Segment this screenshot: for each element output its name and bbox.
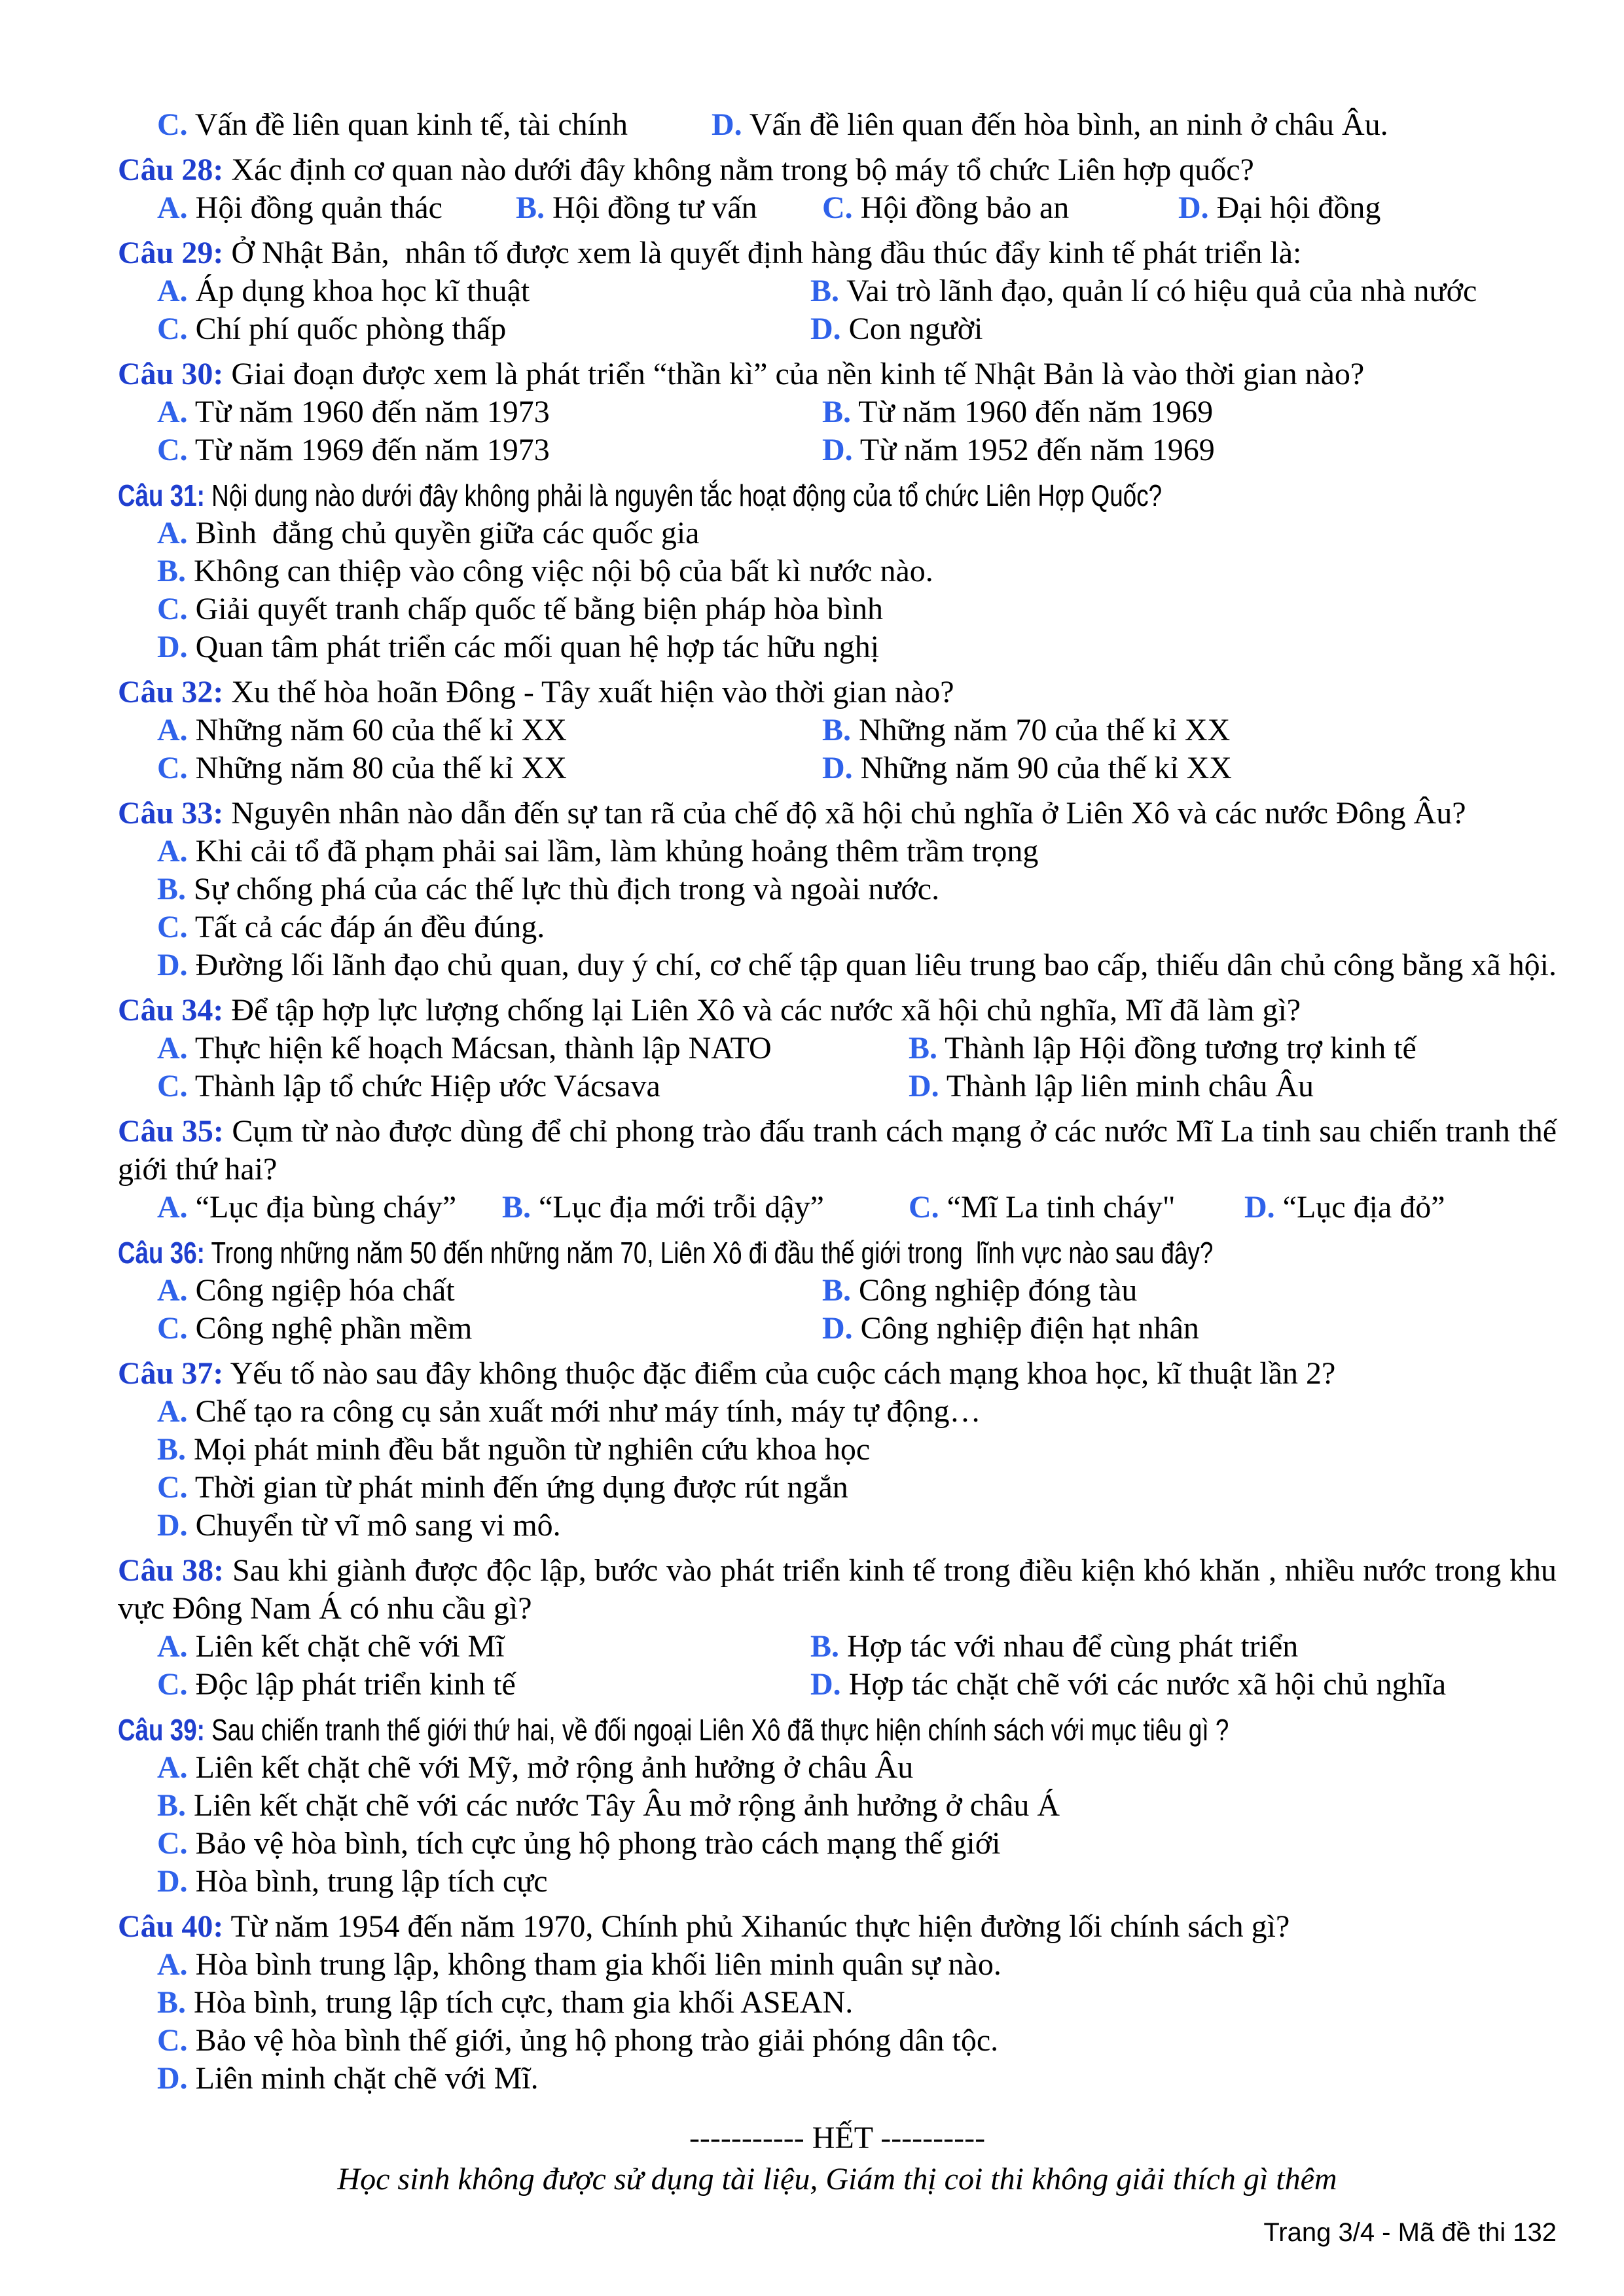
option-row — [118, 870, 1557, 908]
option-a — [157, 1189, 456, 1227]
option-letter: A. — [157, 1031, 188, 1066]
option-a — [157, 1030, 772, 1067]
question-line — [118, 1908, 1290, 1946]
option-text: Hòa bình, trung lập tích cực, tham gia khối ASEAN. — [194, 1985, 854, 2020]
question-line — [118, 795, 1466, 833]
option-b — [157, 1431, 870, 1469]
option-text: Những năm 70 của thế kỉ XX — [859, 713, 1231, 747]
option-letter: D. — [909, 1069, 939, 1103]
option-a — [157, 393, 550, 431]
option-letter: D. — [822, 1311, 853, 1346]
option-row — [118, 1946, 1557, 1984]
option-letter: D. — [822, 751, 853, 785]
option-letter: C. — [157, 910, 188, 944]
question-text: Yếu tố nào sau đây không thuộc đặc điểm của cuộc cách mạng khoa học, kĩ thuật lần 2? — [230, 1356, 1336, 1391]
option-d — [822, 749, 1232, 787]
question-stem — [118, 1113, 1557, 1189]
question-31 — [118, 476, 1557, 666]
option-text: Bình đẳng chủ quyền giữa các quốc gia — [195, 516, 700, 550]
option-text: Con người — [848, 312, 983, 346]
option-letter: A. — [157, 516, 188, 550]
option-row — [118, 590, 1557, 628]
option-c — [157, 1666, 516, 1704]
option-d — [157, 2060, 539, 2098]
question-stem — [118, 476, 1557, 514]
option-text: Công nghiệp đóng tàu — [859, 1273, 1138, 1308]
options-row — [118, 189, 1557, 227]
option-b — [157, 1984, 853, 2022]
question-stem — [118, 1355, 1557, 1393]
option-d — [822, 1310, 1199, 1348]
question-text: Từ năm 1954 đến năm 1970, Chính phủ Xihanúc thực hiện đường lối chính sách gì? — [230, 1909, 1290, 1944]
options-row — [118, 711, 1557, 749]
option-text: Mọi phát minh đều bắt nguồn từ nghiên cứu khoa học — [194, 1432, 871, 1467]
option-text: Vấn đề liên quan kinh tế, tài chính — [194, 107, 628, 142]
option-letter: C. — [157, 592, 188, 626]
options-row — [118, 1628, 1557, 1666]
option-text: Từ năm 1969 đến năm 1973 — [194, 433, 550, 467]
option-letter: A. — [157, 1629, 188, 1664]
option-a — [157, 833, 1038, 870]
option-a — [157, 1272, 455, 1310]
option-text: Thời gian từ phát minh đến ứng dụng được rút ngắn — [194, 1470, 848, 1505]
option-letter: A. — [157, 713, 188, 747]
exam-content — [118, 106, 1557, 2098]
option-c — [157, 590, 883, 628]
option-text: Hội đồng tư vấn — [552, 190, 757, 225]
option-text: Từ năm 1952 đến năm 1969 — [859, 433, 1215, 467]
question-37 — [118, 1355, 1557, 1545]
option-a — [157, 1393, 981, 1431]
option-text: “Lục địa bùng cháy” — [195, 1190, 457, 1225]
option-b — [502, 1189, 824, 1227]
question-stem — [118, 1711, 1557, 1749]
option-letter: D. — [1244, 1190, 1275, 1225]
option-text: Công ngiệp hóa chất — [195, 1273, 455, 1308]
question-40 — [118, 1908, 1557, 2098]
option-c — [157, 1067, 660, 1105]
option-b — [157, 552, 933, 590]
option-row — [118, 2022, 1557, 2060]
option-b — [157, 1787, 1060, 1825]
question-stem — [118, 795, 1557, 833]
option-letter: C. — [157, 1826, 188, 1861]
option-letter: D. — [157, 2061, 188, 2096]
option-letter: C. — [909, 1190, 939, 1225]
option-b — [810, 272, 1477, 310]
option-letter: D. — [712, 107, 742, 142]
option-b — [810, 1628, 1298, 1666]
option-text: Khi cải tổ đã phạm phải sai lầm, làm khủng hoảng thêm trầm trọng — [195, 834, 1039, 869]
option-text: Thành lập Hội đồng tương trợ kinh tế — [945, 1031, 1416, 1066]
option-text: Vai trò lãnh đạo, quản lí có hiệu quả của nhà nước — [846, 274, 1477, 308]
end-mark: ----------- HẾT ---------- — [689, 2121, 986, 2155]
option-b — [822, 393, 1213, 431]
option-letter: A. — [157, 274, 188, 308]
question-line — [118, 151, 1254, 189]
option-text: Những năm 90 của thế kỉ XX — [860, 751, 1232, 785]
option-d — [1178, 189, 1380, 227]
option-letter: B. — [516, 190, 545, 225]
options-row — [118, 272, 1557, 310]
option-row — [118, 628, 1557, 666]
option-b — [909, 1030, 1416, 1067]
question-line — [118, 1234, 1213, 1272]
option-c — [822, 189, 1069, 227]
option-row — [118, 1787, 1557, 1825]
carryover-options-row — [118, 106, 1557, 144]
option-a — [157, 1628, 505, 1666]
option-letter: D. — [810, 1667, 841, 1702]
option-text: Chế tạo ra công cụ sản xuất mới như máy tính, máy tự động… — [195, 1394, 981, 1429]
option-text: Bảo vệ hòa bình, tích cực ủng hộ phong trào cách mạng thế giới — [195, 1826, 1001, 1861]
page-info: Trang 3/4 - Mã đề thi 132 — [1263, 2218, 1557, 2247]
question-line — [118, 355, 1364, 393]
option-row — [118, 1984, 1557, 2022]
question-line — [118, 1355, 1335, 1393]
question-stem — [118, 151, 1557, 189]
option-text: Liên kết chặt chẽ với Mĩ — [195, 1629, 505, 1664]
question-line — [118, 992, 1301, 1030]
option-text: Những năm 60 của thế kỉ XX — [195, 713, 567, 747]
option-row — [118, 514, 1557, 552]
options-row — [118, 1310, 1557, 1348]
option-text: Hòa bình trung lập, không tham gia khối liên minh quân sự nào. — [195, 1947, 1001, 1982]
option-c — [157, 1825, 1000, 1863]
option-letter: A. — [157, 1947, 188, 1982]
option-text: Thành lập liên minh châu Âu — [946, 1069, 1314, 1103]
option-c — [909, 1189, 1176, 1227]
option-letter: B. — [810, 1629, 840, 1664]
question-number: Câu 32: — [118, 675, 224, 709]
question-33 — [118, 795, 1557, 984]
question-number: Câu 37: — [118, 1356, 224, 1391]
option-text: Hòa bình, trung lập tích cực — [195, 1864, 548, 1899]
question-34 — [118, 992, 1557, 1105]
option-b — [822, 1272, 1137, 1310]
option-text: Chí phí quốc phòng thấp — [195, 312, 507, 346]
question-text: Trong những năm 50 đến những năm 70, Liên Xô đi đầu thế giới trong lĩnh vực nào sau đây? — [211, 1236, 1214, 1270]
option-letter: B. — [822, 395, 852, 429]
option-letter: A. — [157, 1394, 188, 1429]
question-text: Xác định cơ quan nào dưới đây không nằm trong bộ máy tổ chức Liên hợp quốc? — [231, 152, 1254, 187]
option-row — [118, 946, 1557, 984]
option-text: Công nghệ phần mềm — [195, 1311, 473, 1346]
question-stem — [118, 1552, 1557, 1628]
question-stem — [118, 355, 1557, 393]
option-text: Độc lập phát triển kinh tế — [195, 1667, 516, 1702]
options-row — [118, 1030, 1557, 1067]
question-text: Sau chiến tranh thế giới thứ hai, về đối ngoại Liên Xô đã thực hiện chính sách với mục tiêu gì ? — [211, 1713, 1229, 1747]
option-letter: D. — [822, 433, 853, 467]
option-text: Từ năm 1960 đến năm 1973 — [194, 395, 550, 429]
question-number: Câu 28: — [118, 152, 224, 187]
option-text: Chuyển từ vĩ mô sang vi mô. — [195, 1508, 561, 1543]
option-row — [118, 1863, 1557, 1901]
option-letter: B. — [157, 1985, 187, 2020]
option-c — [157, 908, 545, 946]
option-d — [810, 1666, 1446, 1704]
question-number: Câu 30: — [118, 357, 224, 391]
option-d — [157, 946, 1557, 984]
option-text: Liên minh chặt chẽ với Mĩ. — [195, 2061, 539, 2096]
option-text: Công nghiệp điện hạt nhân — [860, 1311, 1199, 1346]
options-row — [118, 1067, 1557, 1105]
options-row — [118, 431, 1557, 469]
option-text: Giải quyết tranh chấp quốc tế bằng biện pháp hòa bình — [195, 592, 884, 626]
exam-note: Học sinh không được sử dụng tài liệu, Giám thị coi thi không giải thích gì thêm — [337, 2162, 1337, 2197]
option-letter: D. — [157, 630, 188, 664]
options-row — [118, 310, 1557, 348]
question-stem — [118, 673, 1557, 711]
question-text: Xu thế hòa hoãn Đông - Tây xuất hiện vào thời gian nào? — [231, 675, 954, 709]
option-c — [157, 431, 550, 469]
option-letter: C. — [157, 1667, 188, 1702]
question-32 — [118, 673, 1557, 787]
question-line — [118, 673, 954, 711]
question-number: Câu 39: — [118, 1713, 205, 1747]
options-row — [118, 393, 1557, 431]
question-text: Cụm từ nào được dùng để chỉ phong trào đấu tranh cách mạng ở các nước Mĩ La tinh sau chiến tranh thế giới thứ hai? — [118, 1114, 1557, 1187]
option-d — [157, 1507, 561, 1545]
question-text: Nguyên nhân nào dẫn đến sự tan rã của chế độ xã hội chủ nghĩa ở Liên Xô và các nước Đông Âu? — [231, 796, 1466, 831]
option-c — [157, 1310, 472, 1348]
option-letter: B. — [909, 1031, 938, 1066]
option-letter: B. — [157, 1432, 187, 1467]
question-stem — [118, 234, 1557, 272]
option-text: Hợp tác chặt chẽ với các nước xã hội chủ nghĩa — [848, 1667, 1447, 1702]
option-d — [810, 310, 983, 348]
option-row — [118, 1469, 1557, 1507]
question-number: Câu 34: — [118, 993, 224, 1028]
option-b — [157, 870, 939, 908]
option-text: Đường lối lãnh đạo chủ quan, duy ý chí, cơ chế tập quan liêu trung bao cấp, thiếu dân chủ công bằng xã hội. — [195, 948, 1557, 982]
option-letter: A. — [157, 395, 188, 429]
question-30 — [118, 355, 1557, 469]
option-letter: C. — [157, 1069, 188, 1103]
question-line — [118, 476, 1162, 514]
options-row — [118, 749, 1557, 787]
question-number: Câu 40: — [118, 1909, 224, 1944]
option-c — [157, 1469, 848, 1507]
question-line — [118, 1711, 1229, 1749]
option-letter: A. — [157, 1273, 188, 1308]
option-letter: D. — [157, 1864, 188, 1899]
option-text: “Lục địa đỏ” — [1282, 1190, 1445, 1225]
option-letter: A. — [157, 190, 188, 225]
option-d — [157, 1863, 548, 1901]
option-b — [516, 189, 757, 227]
option-letter: B. — [157, 554, 187, 588]
option-letter: C. — [157, 107, 188, 142]
option-row — [118, 833, 1557, 870]
option-text: Hội đồng quản thác — [195, 190, 442, 225]
option-row — [118, 1749, 1557, 1787]
question-39 — [118, 1711, 1557, 1901]
option-text: “Lục địa mới trỗi dậy” — [539, 1190, 824, 1225]
option-b — [822, 711, 1230, 749]
option-c — [157, 310, 506, 348]
question-number: Câu 35: — [118, 1114, 224, 1149]
option-text: Liên kết chặt chẽ với Mỹ, mở rộng ảnh hưởng ở châu Âu — [195, 1750, 914, 1785]
option-a — [157, 514, 699, 552]
question-number: Câu 38: — [118, 1553, 225, 1588]
option-a — [157, 711, 567, 749]
question-38 — [118, 1552, 1557, 1704]
option-a — [157, 1946, 1001, 1984]
option-letter: D. — [810, 312, 841, 346]
option-row — [118, 1393, 1557, 1431]
question-text: Sau khi giành được độc lập, bước vào phát triển kinh tế trong điều kiện khó khăn , nhiều nước trong khu vực Đông Nam Á có nhu cầu gì? — [118, 1553, 1557, 1626]
question-stem — [118, 1234, 1557, 1272]
question-line — [118, 234, 1301, 272]
option-row — [118, 1507, 1557, 1545]
option-letter: B. — [810, 274, 840, 308]
option-text: Bảo vệ hòa bình thế giới, ủng hộ phong trào giải phóng dân tộc. — [195, 2023, 999, 2058]
question-number: Câu 29: — [118, 236, 224, 270]
option-text: Đại hội đồng — [1216, 190, 1381, 225]
question-text: Ở Nhật Bản, nhân tố được xem là quyết định hàng đầu thúc đẩy kinh tế phát triển là: — [231, 236, 1302, 270]
question-text: Để tập hợp lực lượng chống lại Liên Xô và các nước xã hội chủ nghĩa, Mĩ đã làm gì? — [231, 993, 1301, 1028]
option-a — [157, 189, 442, 227]
option-text: Liên kết chặt chẽ với các nước Tây Âu mở rộng ảnh hưởng ở châu Á — [194, 1788, 1060, 1823]
option-row — [118, 552, 1557, 590]
option-letter: A. — [157, 1750, 188, 1785]
option-text: Tất cả các đáp án đều đúng. — [194, 910, 545, 944]
option-text: Vấn đề liên quan đến hòa bình, an ninh ở châu Âu. — [749, 107, 1388, 142]
option-letter: A. — [157, 1190, 188, 1225]
option-text: “Mĩ La tinh cháy" — [947, 1190, 1176, 1225]
option-letter: D. — [157, 1508, 188, 1543]
option-letter: C. — [157, 1470, 188, 1505]
options-row — [118, 1189, 1557, 1227]
option-c — [157, 749, 567, 787]
option-letter: B. — [822, 1273, 852, 1308]
option-letter: D. — [157, 948, 188, 982]
option-row — [118, 1825, 1557, 1863]
option-row — [118, 2060, 1557, 2098]
option-letter: A. — [157, 834, 188, 869]
question-number: Câu 36: — [118, 1236, 205, 1270]
option-text: Từ năm 1960 đến năm 1969 — [858, 395, 1214, 429]
option-text: Quan tâm phát triển các mối quan hệ hợp tác hữu nghị — [195, 630, 880, 664]
option-d — [1244, 1189, 1445, 1227]
option-letter: B. — [502, 1190, 532, 1225]
question-number: Câu 33: — [118, 796, 224, 831]
option-letter: C. — [157, 433, 188, 467]
option-a — [157, 1749, 913, 1787]
option-d — [157, 628, 879, 666]
question-29 — [118, 234, 1557, 348]
option-a — [157, 272, 530, 310]
question-28 — [118, 151, 1557, 227]
option-letter: C. — [157, 751, 188, 785]
option-d — [909, 1067, 1314, 1105]
option-letter: C. — [157, 1311, 188, 1346]
option-text: Không can thiệp vào công việc nội bộ của bất kì nước nào. — [194, 554, 933, 588]
option-letter: C. — [822, 190, 853, 225]
options-row — [118, 1666, 1557, 1704]
option-d — [822, 431, 1215, 469]
option-letter: C. — [157, 312, 188, 346]
option-text: Thực hiện kế hoạch Mácsan, thành lập NATO — [194, 1031, 772, 1066]
option-letter: D. — [1178, 190, 1209, 225]
question-text: Giai đoạn được xem là phát triển “thần kì” của nền kinh tế Nhật Bản là vào thời gian nào? — [231, 357, 1365, 391]
question-36 — [118, 1234, 1557, 1348]
option-text: Thành lập tổ chức Hiệp ước Vácsava — [194, 1069, 660, 1103]
option-letter: B. — [822, 713, 852, 747]
option-row — [118, 908, 1557, 946]
question-stem — [118, 1908, 1557, 1946]
question-stem — [118, 992, 1557, 1030]
option-letter: C. — [157, 2023, 188, 2058]
option-row — [118, 1431, 1557, 1469]
option-text: Áp dụng khoa học kĩ thuật — [195, 274, 530, 308]
option-text: Sự chống phá của các thế lực thù địch trong và ngoài nước. — [194, 872, 940, 906]
option-letter: B. — [157, 1788, 187, 1823]
option-text: Hợp tác với nhau để cùng phát triển — [847, 1629, 1299, 1664]
options-row — [118, 1272, 1557, 1310]
option-text: Những năm 80 của thế kỉ XX — [195, 751, 567, 785]
option-text: Hội đồng bảo an — [860, 190, 1070, 225]
option-d — [712, 106, 1388, 144]
question-text: Nội dung nào dưới đây không phải là nguyên tắc hoạt động của tổ chức Liên Hợp Quốc? — [211, 478, 1163, 512]
option-c — [157, 2022, 998, 2060]
option-c — [157, 106, 628, 144]
question-35 — [118, 1113, 1557, 1227]
question-number: Câu 31: — [118, 478, 205, 512]
option-letter: B. — [157, 872, 187, 906]
